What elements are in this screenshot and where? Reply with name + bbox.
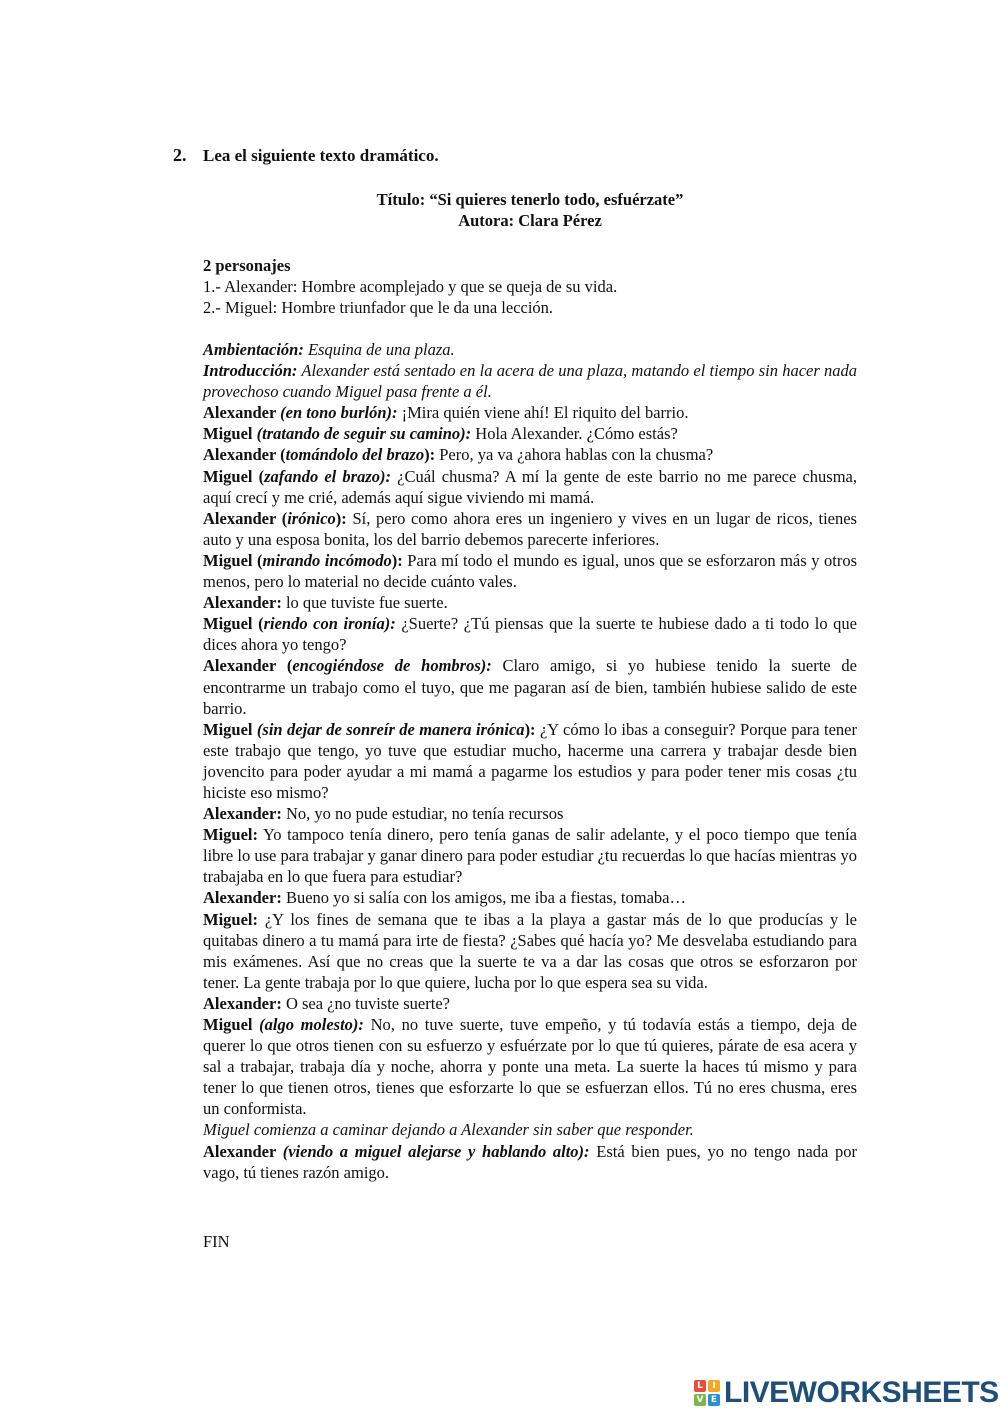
dialogue-text: ¡Mira quién viene ahí! El riquito del barrio. [397,403,689,423]
dialogue-text: Para mí todo el mundo es igual, unos que se esforzaron más y otros menos, pero lo material no decide cuánto vales. [203,550,857,592]
stage-direction: irónico [287,508,336,528]
dialogue-line [203,909,857,993]
speaker-name: Miguel: [203,825,258,845]
dialogue-text: No, yo no pude estudiar, no tenía recursos [281,804,564,824]
setting-text: Esquina de una plaza. [303,340,455,359]
dialogue-text: ¿Y los fines de semana que te ibas a la playa a gastar más de lo que producías y le quitabas dinero a tu mamá para irte de fiesta? ¿Sabes qué hacía yo? Me desvelaba estudiando para mis exámenes. Así que no creas que la suerte te va a dar las cosas que otros se esforzaron por tener. La gente trabaja por lo que quiere, lucha por lo que espera sea su vida. [203,909,857,992]
question-number: 2. [173,145,187,165]
dialogue-text: Bueno yo si salía con los amigos, me iba a fiestas, tomaba… [281,888,686,908]
dialogue-line [203,993,857,1014]
dialogue-text: Yo tampoco tenía dinero, pero tenía ganas de salir adelante, y el poco tiempo que tenía libre lo use para trabajar y ganar dinero para poder estudiar ¿tu recuerdas lo que hacías mientras yo trabajaba en lo que fuera para estudiar? [203,825,857,887]
speaker-punctuation: ): [335,508,347,528]
play-title: Título: “Si quieres tenerlo todo, esfuérzate” [376,190,684,209]
speaker-name: Miguel ( [203,466,265,486]
speaker-punctuation: ): [391,550,403,570]
final-dialogue-line [203,1141,857,1183]
dialogue-line [203,887,857,908]
speaker-name: Alexander: [203,993,282,1013]
dialogue-line [203,1014,857,1119]
speaker-name: Alexander ( [203,508,288,528]
speaker-name: Alexander [203,403,281,423]
character-item: 1.- Alexander: Hombre acomplejado y que se queja de su vida. [203,277,618,297]
dialogue-line [203,444,857,465]
stage-direction: encogiéndose de hombros): [292,656,492,676]
play-author: Autora: Clara Pérez [458,211,602,230]
brand-text: LIVEWORKSHEETS [724,1376,999,1409]
speaker-name: Miguel: [203,909,258,929]
dialogue-line [203,508,857,550]
script-body [203,339,857,1183]
dialogue-line [203,613,857,655]
intro-label: Introducción: [203,361,298,381]
dialogue-line [203,803,857,824]
stage-direction: (tratando de seguir su camino): [256,424,472,444]
logo-tile: L [694,1380,706,1392]
dialogue-line [203,592,857,613]
dialogue-text: Pero, ya va ¿ahora hablas con la chusma? [435,445,714,465]
setting-line [203,339,857,360]
dialogue-line [203,466,857,508]
stage-direction: zafando el brazo): [264,466,391,486]
speaker-punctuation: ): [424,445,436,465]
liveworksheets-logo-icon [694,1380,720,1406]
speaker-name: Alexander: [203,593,282,613]
dialogue-text: Está bien pues, yo no tengo nada por vago, tú tienes razón amigo. [203,1141,858,1182]
stage-direction: (algo molesto): [259,1015,364,1034]
end-text: FIN [203,1232,230,1251]
logo-tile: I [708,1380,720,1392]
dialogue-text: No, no tuve suerte, tuve empeño, y tú todavía estás a tiempo, deja de querer lo que otros tienen con su esfuerzo y esfuérzate por lo que tú quieres, párate de esa acera y sal a trabajar, trabaja día y noche, ahorra y ponte una meta. La suerte la haces tú mismo y para tener lo que tienen otros, tienes que esforzarte lo que se esfuerzan ellos. Tú no eres chusma, eres un conformista. [203,1015,857,1119]
stage-direction: riendo con ironía): [263,614,396,634]
dialogue-text: lo que tuviste fue suerte. [281,593,448,613]
speaker-name: Miguel [203,719,257,739]
dialogue-text: ¿Suerte? ¿Tú piensas que la suerte te hubiese dado a ti todo lo que dices ahora yo tengo? [203,614,857,655]
dialogue-line [203,719,857,803]
stage-direction: (sin dejar de sonreír de manera irónica [256,719,525,739]
dialogue-line [203,423,857,444]
character-item: 2.- Miguel: Hombre triunfador que le da una lección. [203,298,554,318]
speaker-name: Miguel [203,424,257,444]
dialogue-line [203,550,857,592]
dialogue-text: Claro amigo, si yo hubiese tenido la suerte de encontrarme un trabajo como el tuyo, que me pagaran así de bien, también hubiese salido de este barrio. [203,656,857,718]
stage-direction: (en tono burlón): [280,403,398,423]
stage-direction-line: Miguel comienza a caminar dejando a Alexander sin saber que responder. [203,1120,694,1140]
logo-tile: V [694,1394,706,1406]
dialogue-text: ¿Cuál chusma? A mí la gente de este barrio no me parece chusma, aquí crecí y me crié, además aquí sigue viviendo mi mamá. [203,466,857,507]
logo-tile: E [708,1394,720,1406]
speaker-name: Alexander ( [203,445,286,465]
speaker-name: Alexander ( [203,656,293,676]
question-text: Lea el siguiente texto dramático. [203,146,439,165]
speaker-name: Alexander [203,1141,283,1161]
liveworksheets-brand[interactable] [694,1376,999,1410]
dialogue-text: Hola Alexander. ¿Cómo estás? [471,424,678,444]
dialogue-line [203,402,857,423]
speaker-punctuation: ): [524,719,536,739]
setting-label: Ambientación: [203,340,304,359]
dialogue-text: O sea ¿no tuviste suerte? [281,993,450,1013]
stage-direction: (viendo a miguel alejarse y hablando alto): [282,1141,590,1161]
dialogue-line [203,655,857,718]
dialogue-text: Sí, pero como ahora eres un ingeniero y vives en un lugar de ricos, tienes auto y una esposa bonita, los del barrio debemos parecerte inferiores. [203,508,857,549]
characters-list [203,255,857,318]
stage-direction: mirando incómodo [262,550,392,570]
speaker-name: Alexander: [203,888,282,908]
intro-line [203,360,857,402]
question-heading [173,144,439,167]
speaker-name: Miguel [203,1015,260,1034]
characters-heading: 2 personajes [203,256,291,275]
stage-direction: tomándolo del brazo [285,445,425,465]
speaker-name: Miguel ( [203,614,264,634]
dialogue-text: ¿Y cómo lo ibas a conseguir? Porque para tener este trabajo que tengo, yo tuve que estudiar mucho, hacerme una carrera y trabajar desde bien jovencito para poder ayudar a mi mamá a pagarme los estudios y para poder tener mis cosas ¿tu hiciste eso mismo? [203,719,857,802]
speaker-name: Miguel ( [203,550,263,570]
speaker-name: Alexander: [203,804,282,824]
intro-text: Alexander está sentado en la acera de una plaza, matando el tiempo sin hacer nada provechoso cuando Miguel pasa frente a él. [203,361,857,402]
dialogue-line [203,824,857,887]
